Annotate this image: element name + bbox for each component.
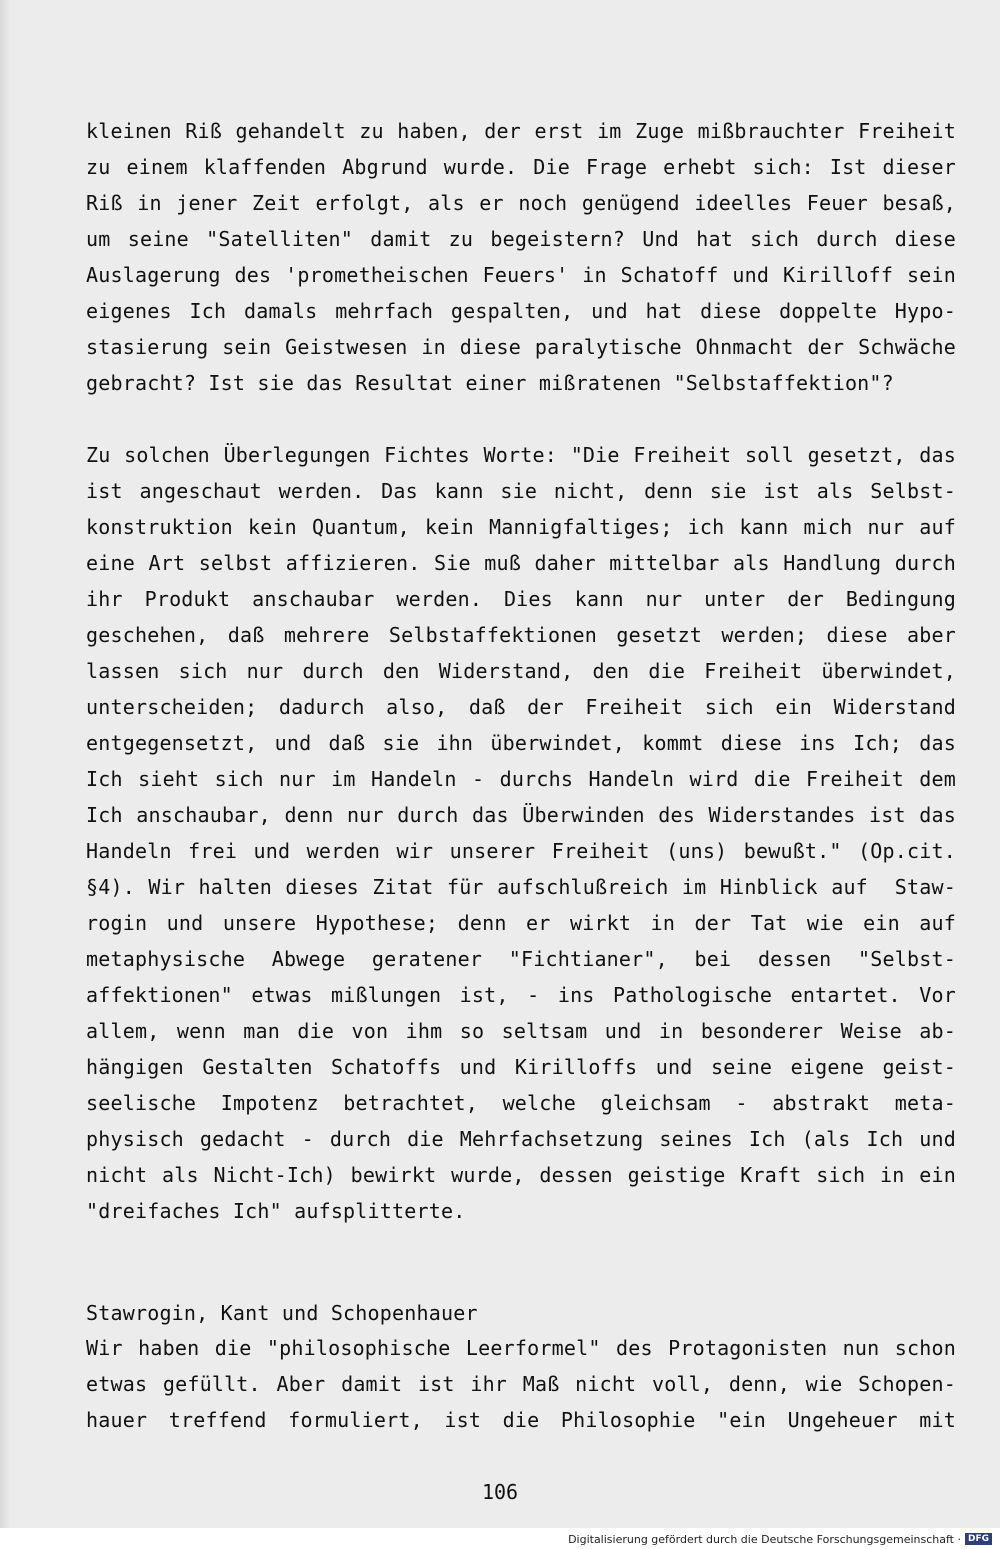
text-line: entgegensetzt, und daß sie ihn überwindet, kommt diese ins Ich; das — [86, 731, 956, 755]
dfg-logo: DFG — [965, 1533, 992, 1545]
text-line: seelische Impotenz betrachtet, welche gleichsam - abstrakt meta- — [86, 1091, 956, 1115]
text-line: eigenes Ich damals mehrfach gespalten, und hat diese doppelte Hypo- — [86, 299, 956, 323]
credit-text: Digitalisierung gefördert durch die Deutsche Forschungsgemeinschaft · — [568, 1532, 961, 1546]
text-line: konstruktion kein Quantum, kein Mannigfaltiges; ich kann mich nur auf — [86, 515, 956, 539]
text-line: Ich sieht sich nur im Handeln - durchs Handeln wird die Freiheit dem — [86, 767, 956, 791]
text-line: §4). Wir halten dieses Zitat für aufschlußreich im Hinblick auf Staw- — [86, 875, 956, 899]
text-line: zu einem klaffenden Abgrund wurde. Die Frage erhebt sich: Ist dieser — [86, 155, 956, 179]
text-line: lassen sich nur durch den Widerstand, den die Freiheit überwindet, — [86, 659, 956, 683]
text-line: stasierung sein Geistwesen in diese paralytische Ohnmacht der Schwäche — [86, 335, 956, 359]
text-line: ihr Produkt anschaubar werden. Dies kann nur unter der Bedingung — [86, 587, 956, 611]
text-line: eine Art selbst affizieren. Sie muß daher mittelbar als Handlung durch — [86, 551, 956, 575]
text-line: hauer treffend formuliert, ist die Philosophie "ein Ungeheuer mit — [86, 1408, 956, 1432]
section-heading-text: Stawrogin, Kant und Schopenhauer — [86, 1301, 478, 1325]
digitization-credit — [568, 1532, 992, 1546]
text-line: etwas gefüllt. Aber damit ist ihr Maß nicht voll, denn, wie Schopen- — [86, 1372, 956, 1396]
text-line: Wir haben die "philosophische Leerformel" des Protagonisten nun schon — [86, 1336, 956, 1360]
text-line: Riß in jener Zeit erfolgt, als er noch genügend ideelles Feuer besaß, — [86, 191, 956, 215]
paragraph-2 — [86, 437, 956, 1229]
text-line: geschehen, daß mehrere Selbstaffektionen gesetzt werden; diese aber — [86, 623, 956, 647]
text-line: metaphysische Abwege geratener "Fichtianer", bei dessen "Selbst- — [86, 947, 956, 971]
text-line: gebracht? Ist sie das Resultat einer mißratenen "Selbstaffektion"? — [86, 371, 894, 395]
text-line: allem, wenn man die von ihm so seltsam und in besonderer Weise ab- — [86, 1019, 956, 1043]
text-line: um seine "Satelliten" damit zu begeistern? Und hat sich durch diese — [86, 227, 956, 251]
paragraph-1 — [86, 113, 956, 401]
section-heading — [86, 1295, 956, 1331]
text-line: physisch gedacht - durch die Mehrfachsetzung seines Ich (als Ich und — [86, 1127, 956, 1151]
text-line: Zu solchen Überlegungen Fichtes Worte: "Die Freiheit soll gesetzt, das — [86, 443, 956, 467]
text-line: ist angeschaut werden. Das kann sie nicht, denn sie ist als Selbst- — [86, 479, 956, 503]
text-line: Ich anschaubar, denn nur durch das Überwinden des Widerstandes ist das — [86, 803, 956, 827]
text-line: affektionen" etwas mißlungen ist, - ins Pathologische entartet. Vor — [86, 983, 956, 1007]
text-line: Auslagerung des 'prometheischen Feuers' in Schatoff und Kirilloff sein — [86, 263, 956, 287]
text-line: rogin und unsere Hypothese; denn er wirkt in der Tat wie ein auf — [86, 911, 956, 935]
text-line: "dreifaches Ich" aufsplitterte. — [86, 1199, 466, 1223]
page-number: 106 — [481, 1480, 519, 1504]
paragraph-3 — [86, 1330, 956, 1438]
text-line: nicht als Nicht-Ich) bewirkt wurde, dessen geistige Kraft sich in ein — [86, 1163, 956, 1187]
text-line: kleinen Riß gehandelt zu haben, der erst im Zuge mißbrauchter Freiheit — [86, 119, 956, 143]
text-line: hängigen Gestalten Schatoffs und Kirilloffs und seine eigene geist- — [86, 1055, 956, 1079]
scan-edge-shadow — [0, 0, 10, 1528]
text-line: Handeln frei und werden wir unserer Freiheit (uns) bewußt." (Op.cit. — [86, 839, 956, 863]
text-line: unterscheiden; dadurch also, daß der Freiheit sich ein Widerstand — [86, 695, 956, 719]
